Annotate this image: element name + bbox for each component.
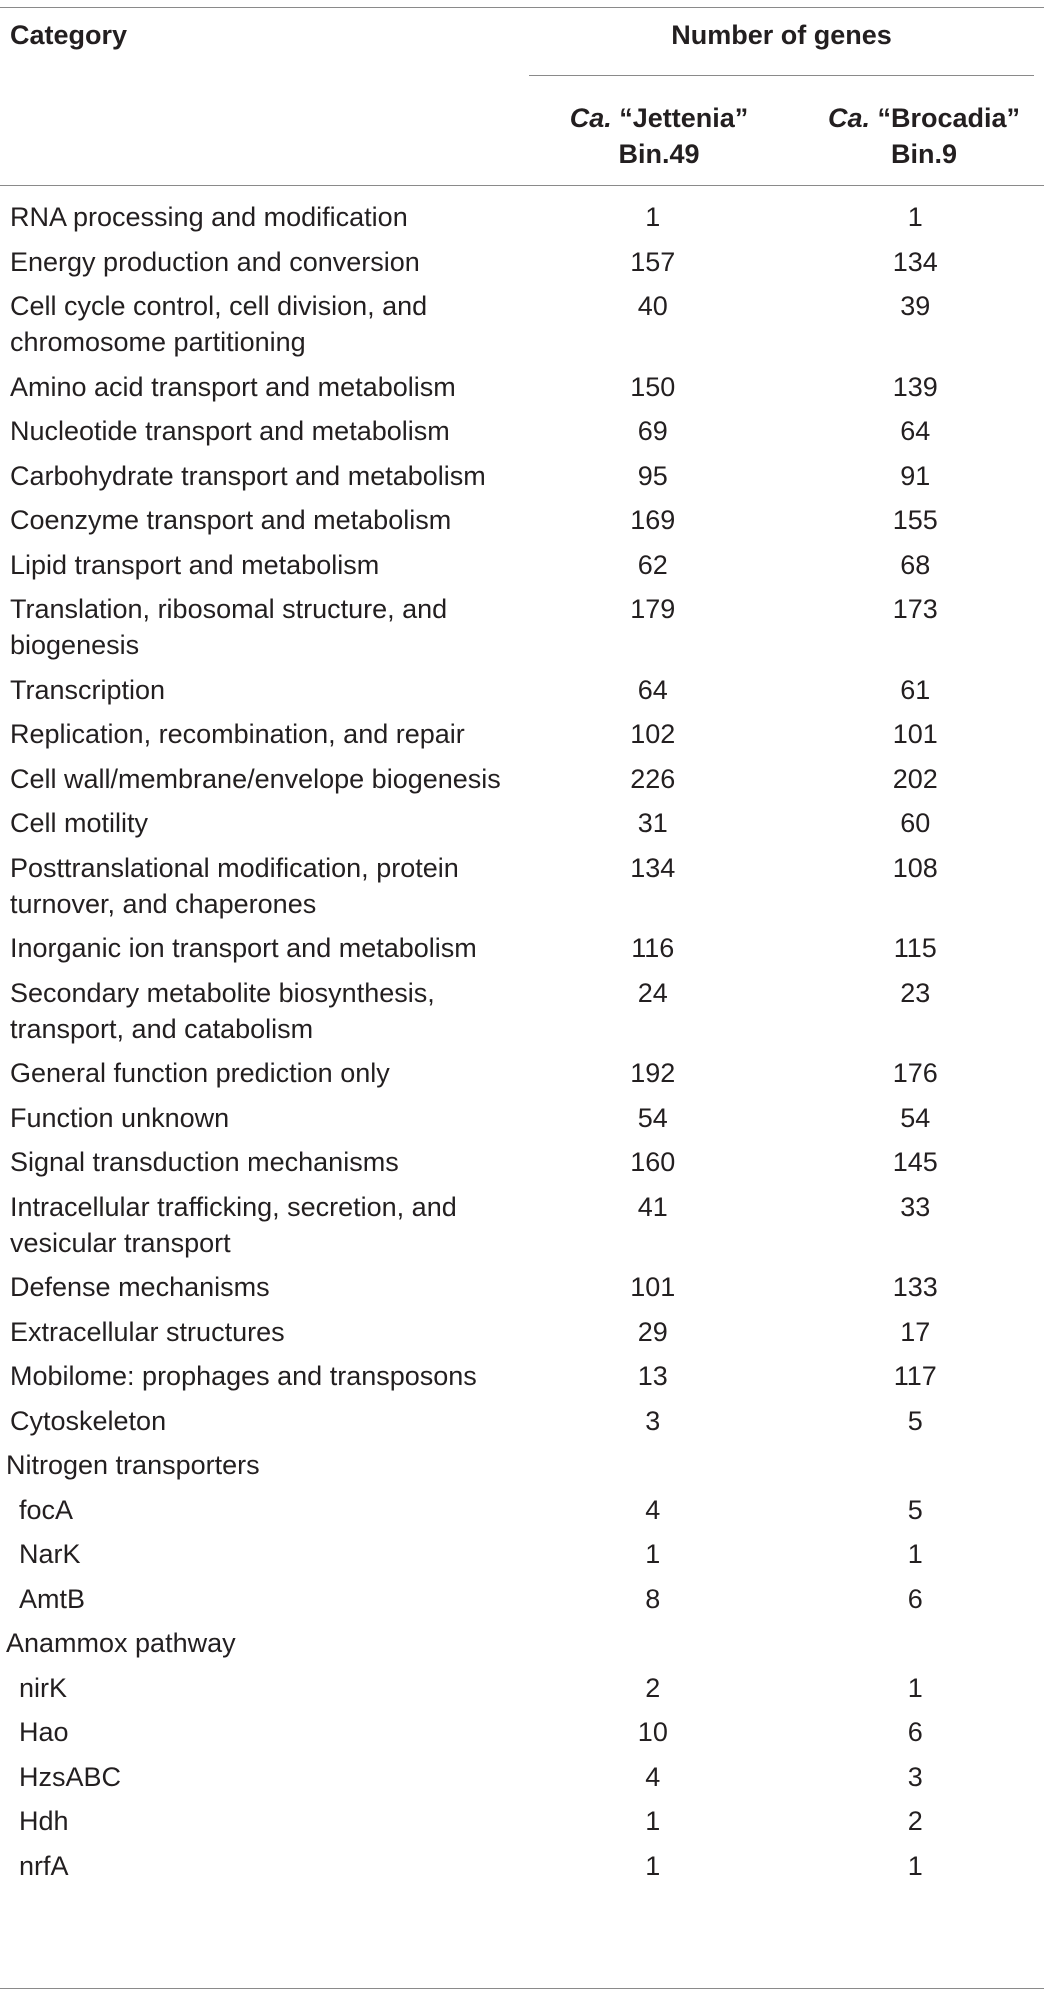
table-row — [0, 1189, 1044, 1270]
table-row — [0, 1803, 1044, 1848]
jettenia-count-cell: 95 — [637, 460, 668, 491]
brocadia-count-cell: 1 — [907, 1539, 923, 1569]
table-row — [0, 761, 1044, 806]
category-cell: Coenzyme transport and metabolism — [10, 505, 452, 535]
jettenia-count-cell: 2 — [645, 1672, 661, 1703]
category-cell: Posttranslational modification, protein turnover, and chaperones — [10, 852, 459, 919]
table-row — [0, 716, 1044, 761]
jettenia-count-cell: 10 — [637, 1717, 668, 1747]
column-header-brocadia-prefix: Ca. — [827, 103, 870, 133]
jettenia-count-cell: 134 — [630, 852, 676, 883]
spanner-rule — [529, 75, 1034, 76]
category-cell: Anammox pathway — [6, 1628, 236, 1658]
jettenia-count-cell: 3 — [645, 1405, 661, 1436]
jettenia-count-cell: 64 — [637, 674, 668, 705]
column-header-jettenia-prefix: Ca. — [569, 103, 612, 133]
category-cell: Lipid transport and metabolism — [10, 549, 380, 580]
table-row — [0, 199, 1044, 244]
table-row — [0, 1492, 1044, 1537]
jettenia-count-cell: 179 — [630, 594, 676, 624]
brocadia-count-cell: 39 — [900, 291, 931, 321]
brocadia-count-cell: 5 — [907, 1494, 923, 1525]
table-row — [0, 1848, 1044, 1893]
brocadia-count-cell: 23 — [900, 977, 931, 1008]
jettenia-count-cell: 160 — [630, 1147, 676, 1177]
category-cell: RNA processing and modification — [10, 202, 408, 232]
column-header-jettenia-bin: Bin.49 — [618, 139, 700, 169]
column-header-jettenia-name: “Jettenia” — [611, 103, 749, 133]
top-rule — [0, 7, 1044, 8]
jettenia-count-cell: 116 — [631, 933, 675, 963]
brocadia-count-cell: 1 — [907, 1850, 923, 1881]
category-cell: General function prediction only — [10, 1058, 390, 1088]
brocadia-count-cell: 17 — [900, 1316, 931, 1347]
table-row — [0, 288, 1044, 369]
category-cell: Cell wall/membrane/envelope biogenesis — [10, 763, 501, 794]
brocadia-count-cell: 60 — [900, 808, 931, 838]
category-cell: Inorganic ion transport and metabolism — [10, 933, 477, 963]
jettenia-count-cell: 102 — [630, 719, 676, 749]
column-header-jettenia-title — [529, 100, 789, 136]
bottom-rule — [0, 1988, 1044, 1989]
table-row — [0, 1536, 1044, 1581]
brocadia-count-cell: 155 — [892, 505, 938, 535]
brocadia-count-cell: 33 — [900, 1191, 931, 1222]
jettenia-count-cell: 226 — [630, 763, 676, 794]
number-of-genes-header: Number of genes — [671, 20, 892, 50]
table-row — [0, 413, 1044, 458]
table-row — [0, 458, 1044, 503]
table-row — [0, 244, 1044, 289]
category-cell: Energy production and conversion — [10, 246, 420, 277]
table-row — [0, 591, 1044, 672]
jettenia-count-cell: 41 — [637, 1191, 668, 1222]
category-cell: nirK — [19, 1672, 68, 1703]
category-cell: Intracellular trafficking, secretion, and vesicular transport — [10, 1191, 457, 1258]
table-row — [0, 502, 1044, 547]
jettenia-count-cell: 31 — [637, 808, 668, 838]
brocadia-count-cell: 54 — [900, 1102, 931, 1133]
category-cell: Function unknown — [10, 1102, 230, 1133]
category-cell: AmtB — [19, 1583, 86, 1614]
category-cell: Carbohydrate transport and metabolism — [10, 460, 486, 491]
table-row — [0, 1100, 1044, 1145]
section-row — [0, 1625, 1044, 1670]
jettenia-count-cell: 29 — [637, 1316, 668, 1347]
jettenia-count-cell: 157 — [630, 246, 676, 277]
jettenia-count-cell: 169 — [630, 505, 676, 535]
table-row — [0, 1759, 1044, 1804]
jettenia-count-cell: 4 — [645, 1494, 661, 1525]
category-cell: HzsABC — [19, 1761, 122, 1792]
table-row — [0, 547, 1044, 592]
table-row — [0, 1055, 1044, 1100]
brocadia-count-cell: 115 — [893, 933, 937, 963]
brocadia-count-cell: 1 — [907, 202, 923, 232]
category-cell: Hdh — [19, 1806, 69, 1836]
category-cell: Extracellular structures — [10, 1316, 285, 1347]
table-row — [0, 975, 1044, 1056]
header-rule — [0, 185, 1044, 186]
jettenia-count-cell: 8 — [645, 1583, 661, 1614]
jettenia-count-cell: 1 — [645, 1806, 661, 1836]
category-cell: Transcription — [10, 674, 166, 705]
category-cell: Secondary metabolite biosynthesis, transport, and catabolism — [10, 977, 435, 1044]
table-row — [0, 805, 1044, 850]
table-row — [0, 1269, 1044, 1314]
brocadia-count-cell: 61 — [900, 674, 931, 705]
category-cell: Mobilome: prophages and transposons — [10, 1361, 477, 1391]
jettenia-count-cell: 4 — [645, 1761, 661, 1792]
jettenia-count-cell: 54 — [637, 1102, 668, 1133]
category-cell: Translation, ribosomal structure, and biogenesis — [10, 594, 448, 660]
brocadia-count-cell: 2 — [907, 1806, 923, 1836]
brocadia-count-cell: 145 — [892, 1147, 938, 1177]
jettenia-count-cell: 150 — [630, 371, 676, 402]
column-header-jettenia — [529, 100, 789, 172]
brocadia-count-cell: 139 — [892, 371, 938, 402]
jettenia-count-cell: 192 — [630, 1058, 676, 1088]
brocadia-count-cell: 101 — [892, 719, 938, 749]
jettenia-count-cell: 62 — [637, 549, 668, 580]
category-cell: Amino acid transport and metabolism — [10, 371, 456, 402]
brocadia-count-cell: 5 — [907, 1405, 923, 1436]
jettenia-count-cell: 24 — [637, 977, 668, 1008]
table-row — [0, 850, 1044, 931]
section-row — [0, 1447, 1044, 1492]
jettenia-count-cell: 1 — [645, 202, 661, 232]
category-cell: NarK — [19, 1539, 81, 1569]
brocadia-count-cell: 202 — [892, 763, 938, 794]
column-header-brocadia-name: “Brocadia” — [869, 103, 1021, 133]
table-row — [0, 1358, 1044, 1403]
category-cell: Nitrogen transporters — [6, 1450, 260, 1480]
table-body — [0, 199, 1044, 1892]
brocadia-count-cell: 3 — [907, 1761, 923, 1792]
column-header-brocadia-title — [794, 100, 1044, 136]
category-cell: nrfA — [19, 1850, 69, 1881]
column-header-brocadia — [794, 100, 1044, 172]
table-row — [0, 1403, 1044, 1448]
category-cell: Hao — [19, 1717, 69, 1747]
brocadia-count-cell: 108 — [892, 852, 938, 883]
category-cell: Cell cycle control, cell division, and chromosome partitioning — [10, 291, 428, 357]
table-row — [0, 1714, 1044, 1759]
table-row — [0, 1144, 1044, 1189]
brocadia-count-cell: 176 — [892, 1058, 938, 1088]
jettenia-count-cell: 101 — [630, 1272, 676, 1302]
table-row — [0, 672, 1044, 717]
category-cell: Signal transduction mechanisms — [10, 1147, 399, 1177]
category-cell: Nucleotide transport and metabolism — [10, 416, 450, 446]
jettenia-count-cell: 1 — [645, 1850, 661, 1881]
brocadia-count-cell: 117 — [893, 1361, 937, 1391]
brocadia-count-cell: 1 — [907, 1672, 923, 1703]
category-cell: Defense mechanisms — [10, 1272, 270, 1302]
category-cell: Replication, recombination, and repair — [10, 719, 465, 749]
table-row — [0, 1314, 1044, 1359]
brocadia-count-cell: 134 — [892, 246, 938, 277]
table-row — [0, 930, 1044, 975]
brocadia-count-cell: 64 — [900, 416, 931, 446]
jettenia-count-cell: 40 — [637, 291, 668, 321]
category-cell: focA — [19, 1494, 74, 1525]
category-cell: Cytoskeleton — [10, 1405, 167, 1436]
jettenia-count-cell: 69 — [637, 416, 668, 446]
table-row — [0, 1670, 1044, 1715]
brocadia-count-cell: 91 — [900, 460, 931, 491]
column-header-brocadia-bin: Bin.9 — [890, 139, 957, 169]
brocadia-count-cell: 6 — [907, 1717, 923, 1747]
brocadia-count-cell: 133 — [892, 1272, 938, 1302]
brocadia-count-cell: 68 — [900, 549, 931, 580]
table-row — [0, 1581, 1044, 1626]
brocadia-count-cell: 173 — [892, 594, 938, 624]
brocadia-count-cell: 6 — [907, 1583, 923, 1614]
jettenia-count-cell: 13 — [637, 1361, 668, 1391]
table-row — [0, 369, 1044, 414]
category-header: Category — [10, 20, 128, 50]
category-cell: Cell motility — [10, 808, 149, 838]
jettenia-count-cell: 1 — [645, 1539, 661, 1569]
